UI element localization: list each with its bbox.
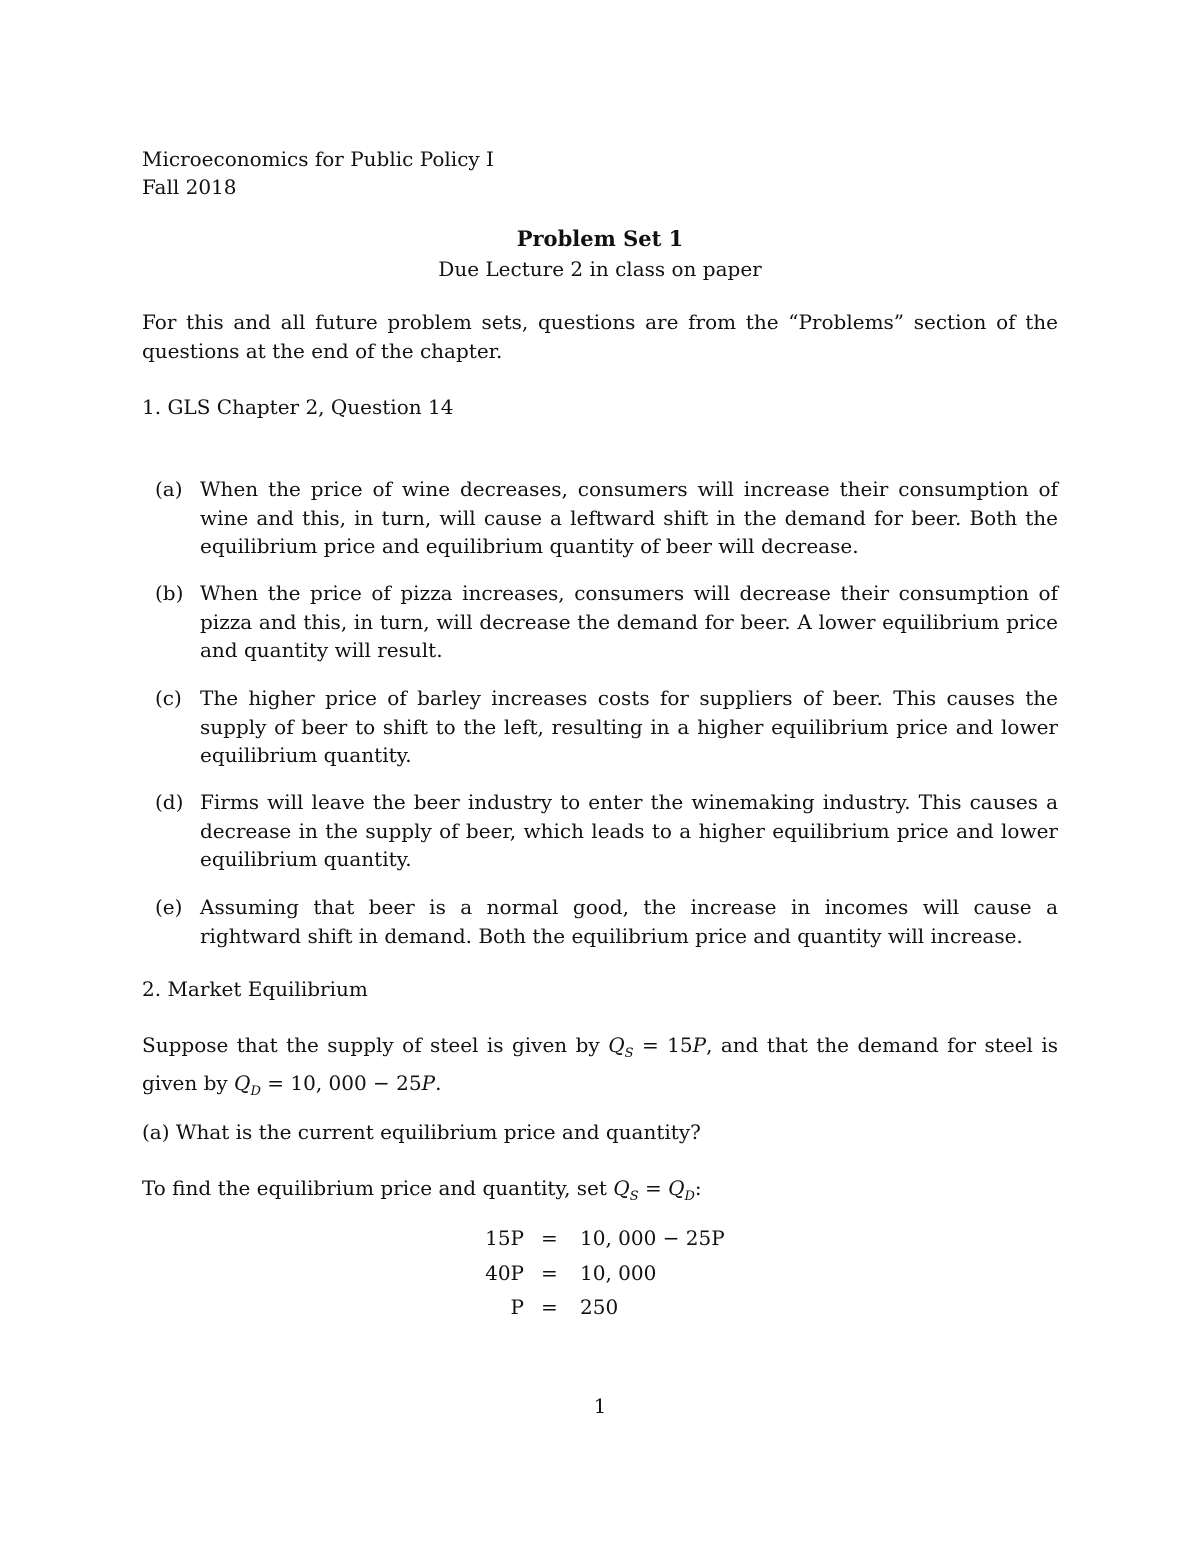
document-title: Problem Set 1 bbox=[516, 226, 684, 251]
item-text: When the price of pizza increases, consumers will decrease their consumption of pizza and this, in turn, will decrease the demand for beer. A lower equilibrium price and quantity will result. bbox=[200, 581, 1058, 662]
equation-relation: = bbox=[541, 1295, 558, 1319]
answer-item-a bbox=[142, 475, 1058, 561]
answer-item-d bbox=[142, 788, 1058, 874]
item-text: When the price of wine decreases, consumers will increase their consumption of wine and this, in turn, will cause a leftward shift in the demand for beer. Both the equilibrium price and equilibrium quantity of beer will decrease. bbox=[200, 477, 1058, 558]
course-title: Microeconomics for Public Policy I bbox=[142, 147, 494, 171]
equation-rhs: 10, 000 bbox=[580, 1261, 657, 1285]
equation-rhs: 250 bbox=[580, 1295, 619, 1319]
question-2a: (a) What is the current equilibrium price and quantity? bbox=[142, 1120, 701, 1144]
item-label: (b) bbox=[155, 581, 184, 605]
page-number: 1 bbox=[593, 1394, 607, 1418]
item-label: (c) bbox=[155, 686, 182, 710]
document-subtitle: Due Lecture 2 in class on paper bbox=[438, 257, 762, 281]
equation-relation: = bbox=[541, 1261, 558, 1285]
item-label: (a) bbox=[155, 477, 183, 501]
item-label: (d) bbox=[155, 790, 184, 814]
equilibrium-instruction: To find the equilibrium price and quantity, set $Q_S = Q_D$: bbox=[142, 1176, 702, 1204]
equation-rhs: 10, 000 − 25P bbox=[580, 1226, 725, 1250]
item-text: Assuming that beer is a normal good, the increase in incomes will cause a rightward shift in demand. Both the equilibrium price and quantity will increase. bbox=[200, 895, 1058, 948]
item-text: The higher price of barley increases costs for suppliers of beer. This causes the supply of beer to shift to the left, resulting in a higher equilibrium price and lower equilibrium quantity. bbox=[200, 686, 1058, 767]
intro-paragraph: For this and all future problem sets, questions are from the “Problems” section of the questions at the end of the chapter. bbox=[142, 310, 1058, 363]
question-2-setup: Suppose that the supply of steel is given by $Q_S = 15P$, and that the demand for steel is given by $Q_D = 10$, 000 − 25P. bbox=[142, 1033, 1059, 1099]
item-text: Firms will leave the beer industry to enter the winemaking industry. This causes a decrease in the supply of beer, which leads to a higher equilibrium price and lower equilibrium quantity. bbox=[200, 790, 1058, 871]
question-2-heading: 2. Market Equilibrium bbox=[142, 977, 368, 1001]
answer-item-e bbox=[142, 893, 1058, 950]
question-1-heading: 1. GLS Chapter 2, Question 14 bbox=[142, 395, 454, 419]
term: Fall 2018 bbox=[142, 175, 237, 199]
item-label: (e) bbox=[155, 895, 183, 919]
answer-item-b bbox=[142, 579, 1058, 665]
answer-item-c bbox=[142, 684, 1058, 770]
equation-relation: = bbox=[541, 1226, 558, 1250]
